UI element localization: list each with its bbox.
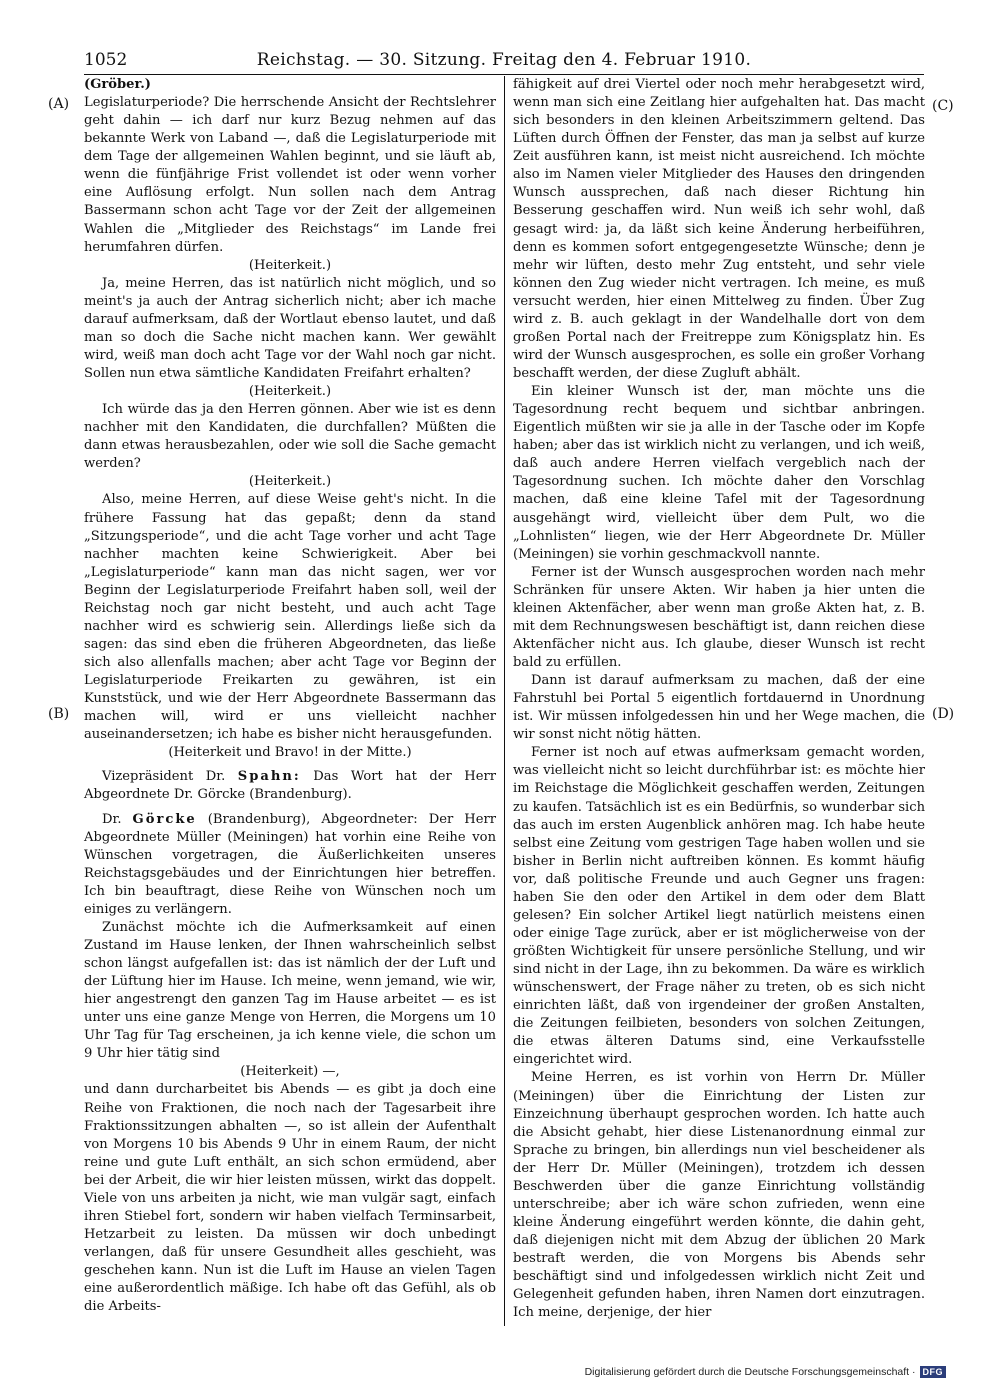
- paragraph: fähigkeit auf drei Viertel oder noch mehr herabgesetzt wird, wenn man sich eine Zeitlang hier aufgehalten hat. Das macht sich besonders in den kleinen Arbeitszimmern geltend. Das Lüften durch Öffnen der Fenster, das man ja selbst auf kurze Zeit ausführen kann, ist meist nicht ausreichend. Ich möchte also im Namen vieler Mitglieder des Hauses den dringenden Wunsch aussprechen, daß nach dieser Richtung hin Besserung geschaffen wird. Nun weiß ich sehr wohl, daß gesagt wird: ja, da läßt sich keine Änderung herbeiführen, denn es kommen sofort entgegengesetzte Wünsche; denn je mehr wir lüften, desto mehr Zug entsteht, und sehr viele können den Zug wieder nicht vertragen. Ich meine, es muß versucht werden, hier einen Mittelweg zu finden. Über Zug wird z. B. auch geklagt in der Wandelhalle dort von dem großen Portal nach der Freitreppe zum Königsplatz hin. Es wird der Wunsch ausgesprochen, es solle ein großer Vorhang beschafft werden, der diese Zugluft abhält.: [513, 77, 925, 381]
- paragraph: Ferner ist der Wunsch ausgesprochen worden nach mehr Schränken für unsere Akten. Wir haben ja hier unten die kleinen Aktenfächer, aber wenn man große Akten hat, z. B. mit dem Rechnungswesen beschäftigt ist, dann reichen diese Aktenfächer nicht aus. Ich glaube, dieser Wunsch ist recht bald zu erfüllen.: [513, 564, 925, 670]
- reaction: (Heiterkeit und Bravo! in der Mitte.): [168, 745, 412, 761]
- digitization-footer: [585, 1366, 946, 1378]
- paragraph: Ich würde das ja den Herren gönnen. Aber wie ist es denn nachher mit den Kandidaten, die durchfallen? Müßten die dann etwas herausbezahlen, oder wie soll die Sache gemacht werden?: [84, 402, 496, 472]
- reaction: (Heiterkeit.): [248, 474, 332, 490]
- reaction: (Heiterkeit.): [248, 257, 332, 273]
- speaker-tag: (Gröber.): [84, 77, 151, 92]
- margin-marker-d: (D): [932, 706, 955, 722]
- paragraph: Legislaturperiode? Die herrschende Ansicht der Rechtslehrer geht dahin — ich darf nur kurz Bezug nehmen auf das bekannte Werk von Laband —, daß die Legislaturperiode mit dem Tage der allgemeinen Wahlen beginnt, und sie läuft ab, wenn die fünfjährige Frist vollendet ist oder wenn vorher eine Auflösung erfolgt. Nun sollen nach dem Antrag Bassermann schon acht Tage vor der Zeit der allgemeinen Wahlen die „Mitglieder des Reichstags“ im Lande frei herumfahren dürfen.: [84, 95, 496, 255]
- speaker-title: Dr.: [102, 811, 122, 827]
- vp-intro: Vizepräsident Dr.: [102, 769, 226, 785]
- paragraph: und dann durcharbeitet bis Abends — es gibt ja doch eine Reihe von Fraktionen, die noch nach der Tagesarbeit ihre Fraktionssitzungen abhalten —, so ist allein der Aufenthalt von Morgens 10 bis Abends 9 Uhr in einem Raum, der nicht reine und gute Luft enthält, an sich schon ermüdend, aber bei der Arbeit, die wir hier leisten müssen, wirkt das doppelt. Viele von uns arbeiten ja nicht, wie man vulgär sagt, einfach ihren Stiebel fort, sondern wir haben vielfach Terminsarbeit, Hetzarbeit zu leisten. Da müssen wir doch unbedingt verlangen, daß für unsere Gesundheit alles geschieht, was geschehen kann. Nun ist die Luft im Hause an vielen Tagen eine außerordentlich mäßige. Ich habe oft das Gefühl, als ob die Arbeits-: [84, 1082, 496, 1315]
- footer-text: Digitalisierung gefördert durch die Deutsche Forschungsgemeinschaft ·: [584, 1366, 916, 1378]
- vp-name: Spahn:: [237, 769, 301, 785]
- paragraph: Meine Herren, es ist vorhin von Herrn Dr. Müller (Meiningen) über die Einrichtung der Listen zur Einzeichnung überhaupt gesprochen worden. Ich hatte auch die Absicht gehabt, hier diese Listenanordnung einmal zur Sprache zu bringen, bin allerdings nun viel bescheidener als der Herr Dr. Müller (Meiningen), trotzdem ich dessen Beschwerden über die ganze Einrichtung vollständig unterschreibe; aber ich wäre schon zufrieden, wenn eine kleine Änderung eingeführt werden könnte, die dahin geht, daß diejenigen nicht mit dem Abzug der üblichen 20 Mark bestraft werden, die von Morgens bis Abends sehr beschäftigt sind und infolgedessen wirklich nicht Zeit und Gelegenheit gefunden haben, ihren Namen dort einzutragen. Ich meine, derjenige, der hier: [513, 1070, 925, 1321]
- page-number: 1052: [84, 50, 128, 70]
- vp-text: Das Wort hat der Herr Abgeordnete Dr. Görcke (Brandenburg).: [84, 769, 496, 803]
- paragraph: Dann ist darauf aufmerksam zu machen, daß der eine Fahrstuhl bei Portal 5 eigentlich fortdauernd in Unordnung ist. Wir müssen infolgedessen hin und her Wege machen, die wir sonst nicht nötig hätten.: [513, 673, 925, 743]
- speaker-intro: [84, 811, 496, 919]
- column-divider: [504, 76, 505, 1326]
- running-header: [84, 50, 924, 74]
- reaction: (Heiterkeit) —,: [240, 1064, 340, 1080]
- right-column: [513, 76, 925, 1322]
- vice-president-remark: [84, 768, 496, 804]
- header-rule: [84, 74, 924, 75]
- paragraph: Also, meine Herren, auf diese Weise geht's nicht. In die frühere Fassung hat das gepaßt; denn da stand „Sitzungsperiode“, und die acht Tage vorher und acht Tage nachher machten keine Schwierigkeit. Aber bei „Legislaturperiode“ kann man das nicht sagen, wer vor Beginn der Legislaturperiode Freifahrt haben soll, weil der Reichstag noch gar nicht besteht, und auch acht Tage nachher wird es schwierig sein. Allerdings ließe sich da sagen: das sind eben die früheren Abgeordneten, das ließe sich also allenfalls machen; aber acht Tage vor Beginn der Legislaturperiode Freikarten zu gewähren, ist ein Kunststück, und wie der Herr Abgeordnete Bassermann das machen will, wird er uns vielleicht nachher auseinandersetzen; ich habe es bisher nicht herausgefunden.: [84, 492, 496, 743]
- dfg-logo: DFG: [920, 1366, 947, 1378]
- speaker-text: (Brandenburg), Abgeordneter: Der Herr Abgeordnete Müller (Meiningen) hat vorhin eine Reihe von Wünschen vorgetragen, die Äußerlichkeiten unseres Reichstagsgebäudes und der Einrichtungen hier betreffen. Ich bin beauftragt, diese Reihe von Wünschen noch um einiges zu verlängern.: [84, 811, 496, 917]
- paragraph: Ein kleiner Wunsch ist der, man möchte uns die Tagesordnung recht bequem und sichtbar anbringen. Eigentlich müßten wir sie ja alle in der Tasche oder im Kopfe haben; aber das ist wirklich nicht zu verlangen, und ich weiß, daß auch andere Herren vielfach vergeblich nach der Tagesordnung suchen. Ich möchte daher den Vorschlag machen, daß eine kleine Tafel mit der Tagesordnung ausgehängt wird, vielleicht über dem Pult, wo die „Lohnlisten“ liegen, wie der Herr Abgeordnete Dr. Müller (Meiningen) sie vorhin geschmackvoll nannte.: [513, 384, 925, 562]
- speaker-name: Görcke: [132, 811, 197, 827]
- paragraph: Ja, meine Herren, das ist natürlich nicht möglich, und so meint's ja auch der Antrag sicherlich nicht; aber ich mache darauf aufmerksam, daß der Wortlaut ebenso lautet, und daß man so doch die Sache nicht machen kann. Wer gewählt wird, weiß man doch acht Tage vor der Wahl noch gar nicht. Sollen nun etwa sämtliche Kandidaten Freifahrt erhalten?: [84, 275, 496, 381]
- paragraph: Zunächst möchte ich die Aufmerksamkeit auf einen Zustand im Hause lenken, der Ihnen wahrscheinlich selbst schon längst aufgefallen ist: das ist nämlich der der Luft und der Lüftung hier im Hause. Ich meine, wenn jemand, wie wir, hier angestrengt den ganzen Tag im Hause arbeitet — es ist unter uns eine ganze Menge von Herren, die Morgens um 10 Uhr Tag für Tag erscheinen, ja ich kenne viele, die schon um 9 Uhr hier tätig sind: [84, 919, 496, 1062]
- reaction: (Heiterkeit.): [248, 384, 332, 400]
- paragraph: Ferner ist noch auf etwas aufmerksam gemacht worden, was vielleicht nicht so leicht durchführbar ist: es möchte hier im Reichstage die Möglichkeit geschaffen werden, Zeitungen zu kaufen. Tatsächlich ist es ein Bedürfnis, so wunderbar sich das auch im ersten Augenblick anhören mag. Ich habe heute selbst eine Zeitung vom gestrigen Tage haben wollen und sie bisher in Berlin nicht auftreiben können. Es kommt häufig vor, daß politische Freunde und auch Gegner uns fragen: haben Sie den oder den Artikel in dem oder dem Blatt gelesen? Ein solcher Artikel liegt natürlich meistens einen oder einige Tage zurück, aber er ist möglicherweise von der größten Wichtigkeit für unsere persönliche Stellung, und wir sind nicht in der Lage, ihn zu bekommen. Da wäre es wirklich wünschenswert, der Frage näher zu treten, ob es sich nicht einrichten läßt, daß von irgendeiner der großen Anstalten, die Zeitungen feilbieten, besonders von solchen Zeitungen, die etwas älteren Datums sind, eine Verkaufsstelle eingerichtet wird.: [513, 745, 925, 1068]
- left-column: [84, 76, 496, 1316]
- running-title: Reichstag. — 30. Sitzung. Freitag den 4. Februar 1910.: [256, 50, 752, 70]
- margin-marker-a: (A): [48, 96, 70, 112]
- margin-marker-c: (C): [932, 98, 954, 114]
- margin-marker-b: (B): [48, 706, 70, 722]
